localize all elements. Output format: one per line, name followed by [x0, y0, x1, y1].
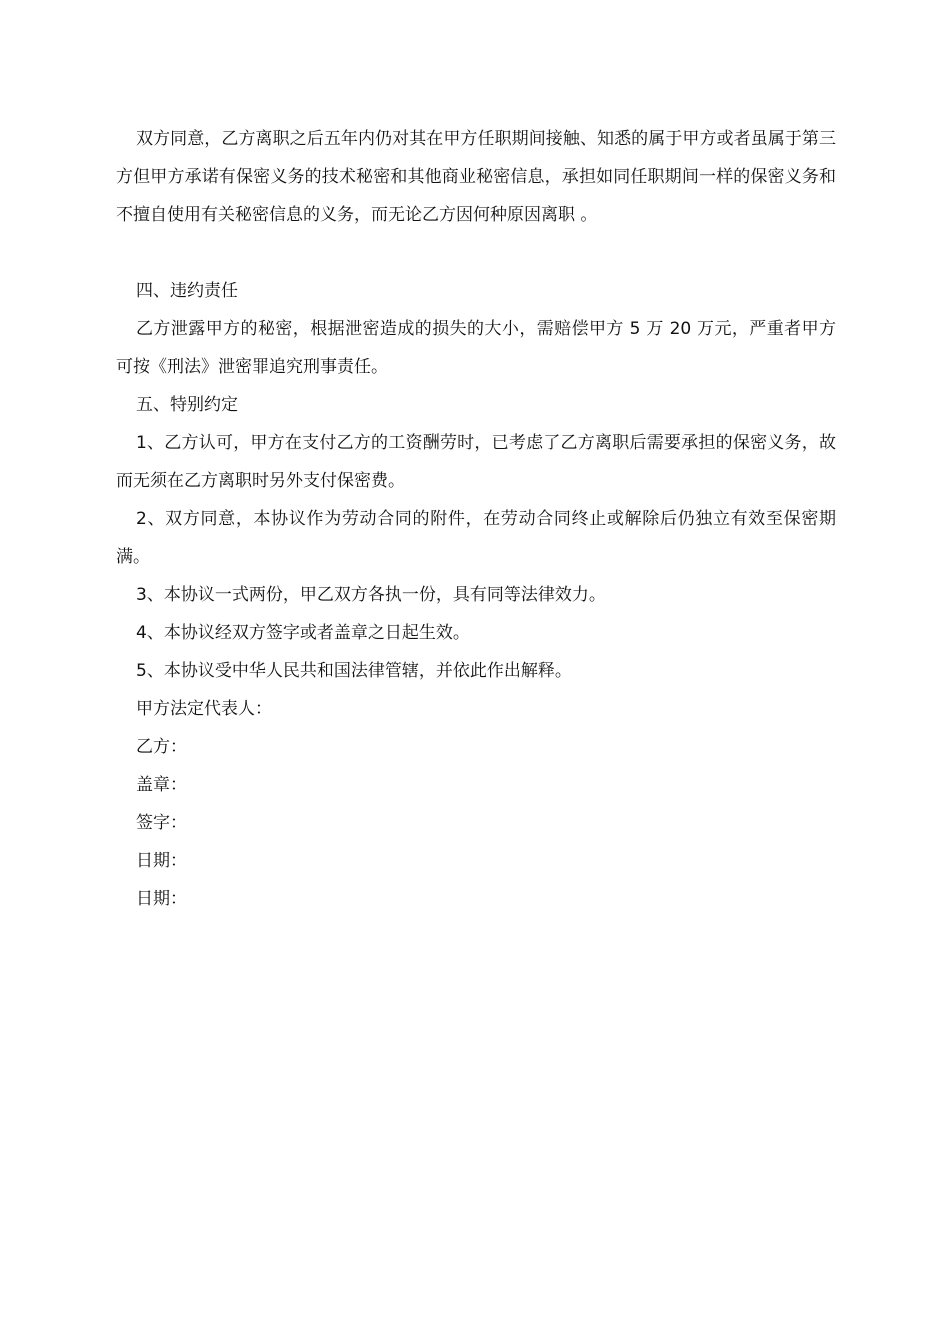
seal-label: 盖章： — [136, 775, 187, 795]
signature-label: 签字： — [136, 813, 187, 833]
confidentiality-paragraph: 双方同意，乙方离职之后五年内仍对其在甲方任职期间接触、知悉的属于甲方或者虽属于第三方但甲方承诺有保密义务的技术秘密和其他商业秘密信息，承担如同任职期间一样的保密义务和不擅自使用有关秘密信息的义务，而无论乙方因何种原因离职 。 — [116, 129, 836, 225]
party-a-representative-label: 甲方法定代表人： — [136, 699, 272, 719]
date-label-1: 日期： — [136, 851, 187, 871]
document-body — [116, 120, 836, 918]
party-b-label: 乙方： — [136, 737, 187, 757]
date-label-2: 日期： — [136, 889, 187, 909]
section-5-heading: 五、特别约定 — [136, 395, 238, 415]
section-4-text: 乙方泄露甲方的秘密，根据泄密造成的损失的大小，需赔偿甲方 5 万 20 万元，严重者甲方可按《刑法》泄密罪追究刑事责任。 — [116, 319, 836, 377]
section-4-heading: 四、违约责任 — [136, 281, 238, 301]
special-term-4: 4、本协议经双方签字或者盖章之日起生效。 — [136, 623, 470, 643]
paragraph-spacer — [116, 234, 836, 272]
special-term-3: 3、本协议一式两份，甲乙双方各执一份，具有同等法律效力。 — [136, 585, 606, 605]
special-term-2: 2、双方同意，本协议作为劳动合同的附件，在劳动合同终止或解除后仍独立有效至保密期满。 — [116, 509, 836, 567]
special-term-1: 1、乙方认可，甲方在支付乙方的工资酬劳时，已考虑了乙方离职后需要承担的保密义务，故而无须在乙方离职时另外支付保密费。 — [116, 433, 836, 491]
special-term-5: 5、本协议受中华人民共和国法律管辖，并依此作出解释。 — [136, 661, 572, 681]
